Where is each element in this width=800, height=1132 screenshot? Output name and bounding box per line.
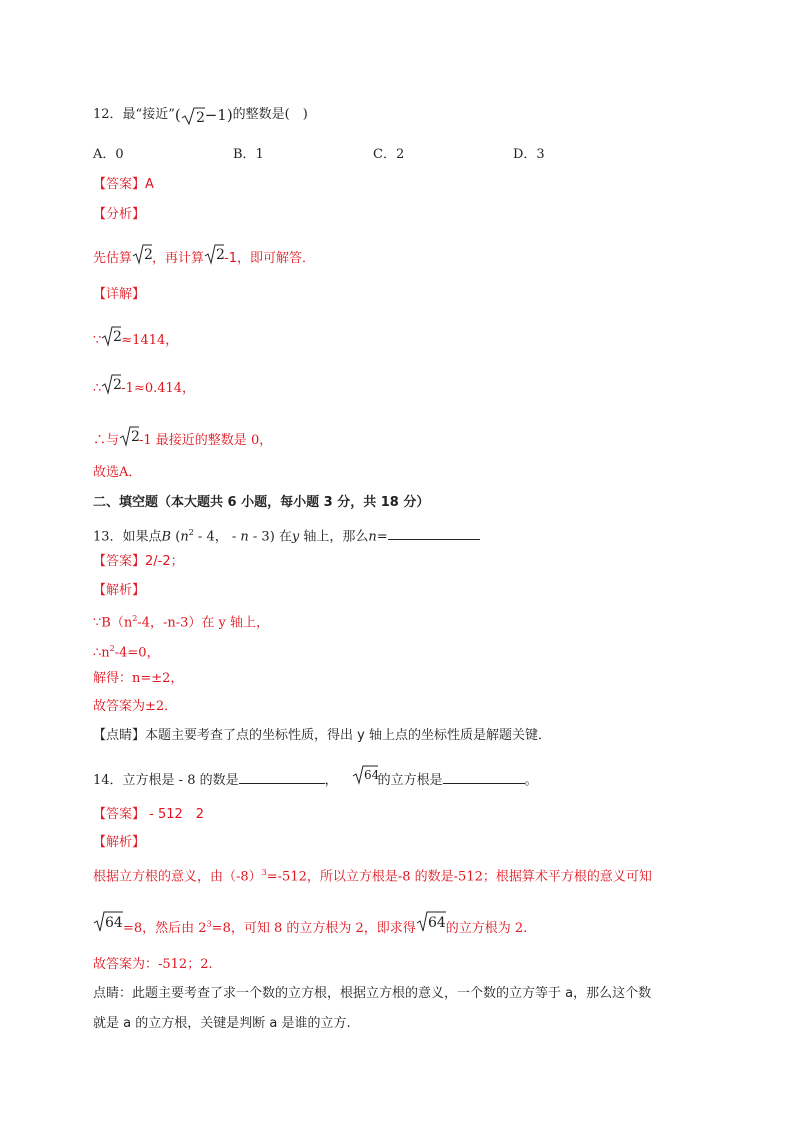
- q13-var-n3: n: [368, 529, 377, 545]
- q14-period: 。: [524, 773, 538, 788]
- q12-expression: [175, 106, 233, 126]
- q12-detail-3-a: ∴与: [93, 433, 120, 448]
- q14-explain-3: 故答案为：-512；2.: [93, 957, 213, 972]
- sqrt-64-a-radicand: 64: [363, 768, 379, 782]
- q12-expr-radicand: 2: [195, 110, 205, 126]
- sqrt-64-b: [93, 910, 123, 934]
- q14-explain-1: [93, 864, 652, 886]
- q13-explain-2: [93, 640, 160, 662]
- q12-option-d: D．3: [513, 147, 545, 162]
- q12-detail-2: [93, 372, 195, 398]
- q13-stem-h: - 3) 在: [248, 529, 292, 545]
- sqrt-2-e: [119, 424, 139, 448]
- sqrt-2-b: [204, 242, 224, 266]
- q13-e1a: ∵B（n: [93, 615, 133, 631]
- sqrt-2-c: [101, 324, 121, 348]
- q13-stem-j: 轴上，那么: [299, 529, 369, 545]
- q13-exp: 2: [188, 528, 194, 537]
- section-heading: 二、填空题（本大题共 6 小题，每小题 3 分，共 18 分）: [93, 495, 430, 510]
- q12-option-c: C．2: [373, 147, 405, 162]
- q14-e1-exp: 3: [261, 868, 267, 877]
- q12-analysis-b: ，再计算: [152, 251, 205, 266]
- q14-e2a: =8，然后由 2: [123, 921, 207, 936]
- q13-explain-4: 故答案为±2．: [93, 699, 178, 714]
- q14-stem-c: 的立方根是: [377, 773, 443, 788]
- q13-e2-exp: 2: [109, 644, 115, 653]
- q14-note-2: 就是 a 的立方根，关键是判断 a 是谁的立方.: [93, 1016, 351, 1031]
- q13-var-n1: n: [180, 529, 189, 545]
- q13-e2a: ∴n: [93, 645, 110, 661]
- q12-analysis-label: 【分析】: [93, 207, 146, 222]
- q13-stem: [93, 524, 480, 546]
- q12-analysis-c: -1，即可解答．: [224, 251, 315, 266]
- q12-analysis-a: 先估算: [93, 251, 133, 266]
- sqrt-2-c-radicand: 2: [113, 329, 123, 345]
- q14-stem-a: 14．立方根是 - 8 的数是: [93, 773, 239, 788]
- q12-detail-2-text: -1≈0.414，: [121, 381, 196, 396]
- q13-stem-c: (: [171, 529, 181, 545]
- therefore-symbol: ∴: [93, 381, 102, 396]
- sqrt-64-a: [352, 764, 378, 786]
- q13-explain-3: 解得：n=±2，: [93, 671, 184, 686]
- sqrt-2-a-radicand: 2: [144, 247, 153, 263]
- q14-e1a: 根据立方根的意义，由（-8）: [93, 869, 262, 885]
- q13-explain-label: 【解析】: [93, 583, 146, 598]
- q12-option-a: A．0: [93, 147, 124, 162]
- q14-e2-exp: 3: [206, 919, 212, 929]
- q13-e1c: -4，-n-3）在 y 轴上，: [137, 615, 269, 631]
- sqrt-2-d: [101, 372, 121, 396]
- q14-e2d: 的立方根为 2.: [445, 921, 528, 936]
- q14-comma: ，: [324, 773, 338, 788]
- q13-equals: =: [376, 529, 388, 545]
- q13-explain-1: [93, 610, 269, 632]
- q14-answer: 【答案】 - 512 2: [93, 807, 205, 822]
- sqrt-2-e-radicand: 2: [131, 429, 140, 445]
- q13-var-y: y: [291, 529, 300, 545]
- q14-e2c: =8，可知 8 的立方根为 2，即求得: [211, 921, 416, 936]
- q14-note-1: 点睛：此题主要考查了求一个数的立方根，根据立方根的意义，一个数的立方等于 a，那么这个数: [93, 986, 652, 1001]
- q12-suffix: 的整数是( ): [232, 107, 308, 122]
- q12-answer: 【答案】A: [93, 177, 154, 192]
- q12-conclusion: 故选A．: [93, 465, 142, 480]
- q13-stem-f: - 4， -: [193, 529, 241, 545]
- q14-explain-label: 【解析】: [93, 835, 146, 850]
- q12-sqrt: [181, 106, 205, 126]
- q12-expr-open: (: [174, 106, 181, 124]
- q12-detail-1-text: ≈1414，: [121, 333, 179, 348]
- q13-stem-a: 13．如果点: [93, 529, 162, 545]
- q13-answer-blank: [388, 527, 480, 540]
- q13-note: 【点睛】本题主要考查了点的坐标性质，得出 y 轴上点的坐标性质是解题关键．: [93, 728, 551, 743]
- sqrt-2-b-radicand: 2: [216, 247, 225, 263]
- q13-var-n2: n: [240, 529, 249, 545]
- q12-detail-3-b: -1 最接近的整数是 0，: [139, 433, 273, 448]
- q14-stem: [93, 764, 538, 790]
- sqrt-2-d-radicand: 2: [113, 377, 123, 393]
- sqrt-64-c: [416, 910, 446, 934]
- q12-detail-3: [93, 424, 272, 450]
- sqrt-64-c-radicand: 64: [427, 915, 446, 931]
- q14-blank-1: [239, 771, 325, 784]
- q13-e1-exp: 2: [132, 614, 138, 623]
- q12-detail-1: [93, 324, 178, 350]
- q12-stem: [93, 106, 308, 126]
- q14-blank-2: [443, 771, 525, 784]
- q14-explain-2: [93, 910, 527, 938]
- q12-expr-rest: −1): [204, 106, 233, 124]
- because-symbol: ∵: [93, 333, 102, 348]
- q14-e1c: =-512，所以立方根是-8 的数是-512；根据算术平方根的意义可知: [266, 869, 652, 885]
- sqrt-2-a: [132, 242, 152, 266]
- q12-detail-label: 【详解】: [93, 287, 146, 302]
- sqrt-64-b-radicand: 64: [105, 915, 123, 931]
- q13-answer: 【答案】2/-2；: [93, 554, 184, 569]
- q12-analysis: [93, 242, 315, 268]
- q13-e2c: -4=0，: [114, 645, 160, 661]
- q12-prefix: 12．最“接近”: [93, 107, 175, 122]
- q12-option-b: B．1: [233, 147, 264, 162]
- q13-point-b: B: [161, 529, 172, 545]
